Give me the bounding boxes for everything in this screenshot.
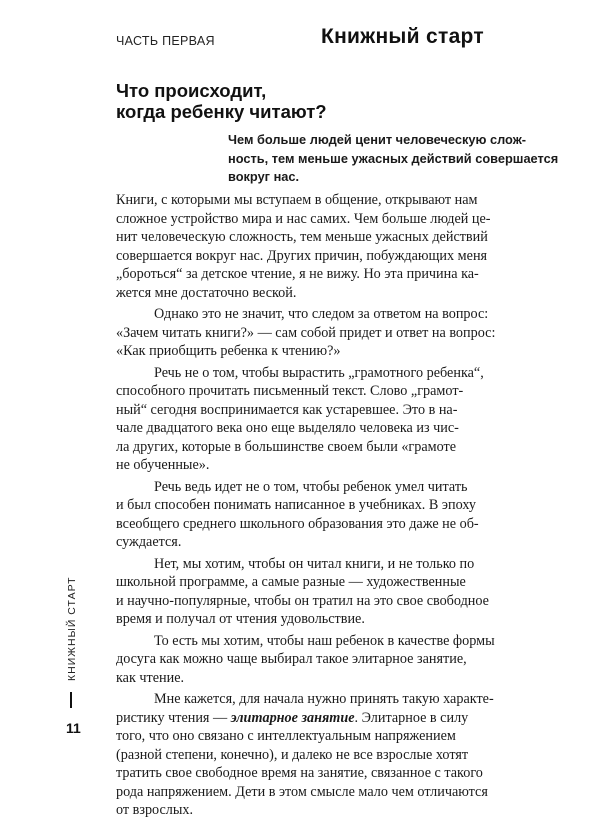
section-title-line: Что происходит, (116, 80, 267, 101)
text-line: тратить свое свободное время на занятие, связанное с такого (116, 765, 483, 781)
text-line: То есть мы хотим, чтобы наш ребенок в качестве формы (154, 632, 495, 649)
header-part-label: ЧАСТЬ ПЕРВАЯ (116, 34, 215, 48)
emphasis-term: элитарное занятие (230, 709, 355, 726)
text-line: всеобщего среднего школьного образования это даже не об- (116, 515, 479, 532)
text-line: жется мне достаточно веской. (116, 284, 297, 301)
text-line: и был способен понимать написанное в учебниках. В эпоху (116, 497, 476, 513)
paragraph (116, 191, 491, 302)
paragraph (116, 690, 494, 820)
text-line: школьной программе, а самые разные — художественные (116, 574, 466, 590)
text-line: ла других, которые в большинстве своем были «грамоте (116, 438, 457, 455)
paragraph (116, 364, 488, 475)
text-line: Однако это не значит, что следом за ответом на вопрос: (154, 306, 489, 322)
epigraph-line: ность, тем меньше ужасных действий совершается (228, 150, 559, 166)
text-line: как чтение. (116, 669, 185, 686)
text-line: Речь ведь идет не о том, чтобы ребенок умел читать (154, 478, 468, 495)
text-line: того, что оно связано с интеллектуальным напряжением (116, 728, 456, 744)
text-line: «Зачем читать книги?» — сам собой придет и ответ на вопрос: (116, 324, 496, 341)
text-line: Мне кажется, для начала нужно принять такую характе- (154, 691, 494, 707)
page-number: 11 (66, 720, 81, 736)
text-fragment: ристику чтения — (116, 709, 231, 726)
text-line-with-emphasis (116, 709, 488, 728)
epigraph (228, 131, 559, 187)
text-line: Книги, с которыми мы вступаем в общение, открывают нам (116, 192, 478, 208)
section-title (116, 80, 496, 122)
text-line: Нет, мы хотим, чтобы он читал книги, и не только по (154, 555, 475, 572)
text-line: совершается вокруг нас. Других причин, побуждающих меня (116, 247, 488, 264)
text-line: досуга как можно чаще выбирал такое элитарное занятие, (116, 651, 467, 667)
text-line: (разной степени, конечно), и далеко не все взрослые хотят (116, 746, 469, 763)
paragraph (116, 632, 495, 688)
text-fragment: . Элитарное в силу (354, 709, 469, 726)
text-line: суждается. (116, 534, 182, 550)
text-line: не обученные». (116, 457, 210, 473)
text-line: нит человеческую сложность, тем меньше ужасных действий (116, 229, 488, 245)
text-line: Речь не о том, чтобы вырастить „грамотного ребенка“, (154, 364, 484, 381)
text-line: время и получал от чтения удовольствие. (116, 611, 365, 627)
text-line: ный“ сегодня воспринимается как устаревшее. Это в на- (116, 401, 458, 418)
text-line: „бороться“ за детское чтение, я не вижу. Но эта причина ка- (116, 266, 479, 282)
text-line: и научно-популярные, чтобы он тратил на это свое свободное (116, 592, 489, 609)
text-line: способного прочитать письменный текст. Слово „грамот- (116, 383, 464, 399)
side-running-title: КНИЖНЫЙ СТАРТ (66, 576, 78, 681)
text-line: чале двадцатого века оно еще выделяло человека из чис- (116, 420, 459, 436)
paragraph (116, 305, 496, 361)
section-title-line: когда ребенку читают? (116, 101, 327, 122)
text-line: от взрослых. (116, 802, 194, 818)
epigraph-line: Чем больше людей ценит человеческую слож- (228, 132, 527, 147)
body-text (116, 191, 496, 823)
paragraph (116, 478, 488, 552)
header-chapter-title: Книжный старт (320, 25, 484, 48)
epigraph-line: вокруг нас. (228, 169, 300, 184)
text-line: рода напряжением. Дети в этом смысле мало чем отличаются (116, 783, 488, 800)
side-divider-bar (70, 692, 72, 708)
text-line: «Как приобщить ребенка к чтению?» (116, 343, 341, 359)
text-line: сложное устройство мира и нас самих. Чем больше людей це- (116, 210, 491, 227)
paragraph (116, 555, 488, 629)
